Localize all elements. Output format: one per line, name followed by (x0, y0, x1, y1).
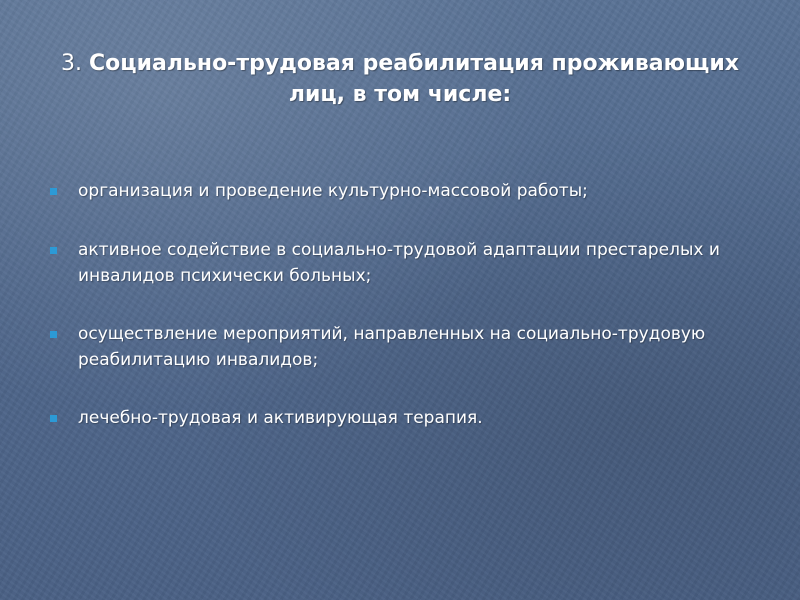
title-number: 3. (61, 51, 83, 76)
bullet-item (46, 321, 726, 373)
bullet-item (46, 405, 726, 431)
title-text: Социально-трудовая реабилитация проживающих лиц, в том числе: (89, 51, 739, 107)
bullet-text: активное содействие в социально-трудовой адаптации престарелых и инвалидов психически больных; (78, 240, 720, 286)
bullet-list (46, 178, 726, 431)
square-bullet-icon (50, 188, 57, 195)
bullet-text: организация и проведение культурно-массовой работы; (78, 181, 588, 201)
square-bullet-icon (50, 331, 57, 338)
bullet-text: осуществление мероприятий, направленных на социально-трудовую реабилитацию инвалидов; (78, 324, 706, 370)
slide-title (60, 48, 740, 110)
bullet-item (46, 237, 726, 289)
bullet-item (46, 178, 726, 204)
square-bullet-icon (50, 247, 57, 254)
square-bullet-icon (50, 415, 57, 422)
bullet-text: лечебно-трудовая и активирующая терапия. (78, 408, 483, 428)
